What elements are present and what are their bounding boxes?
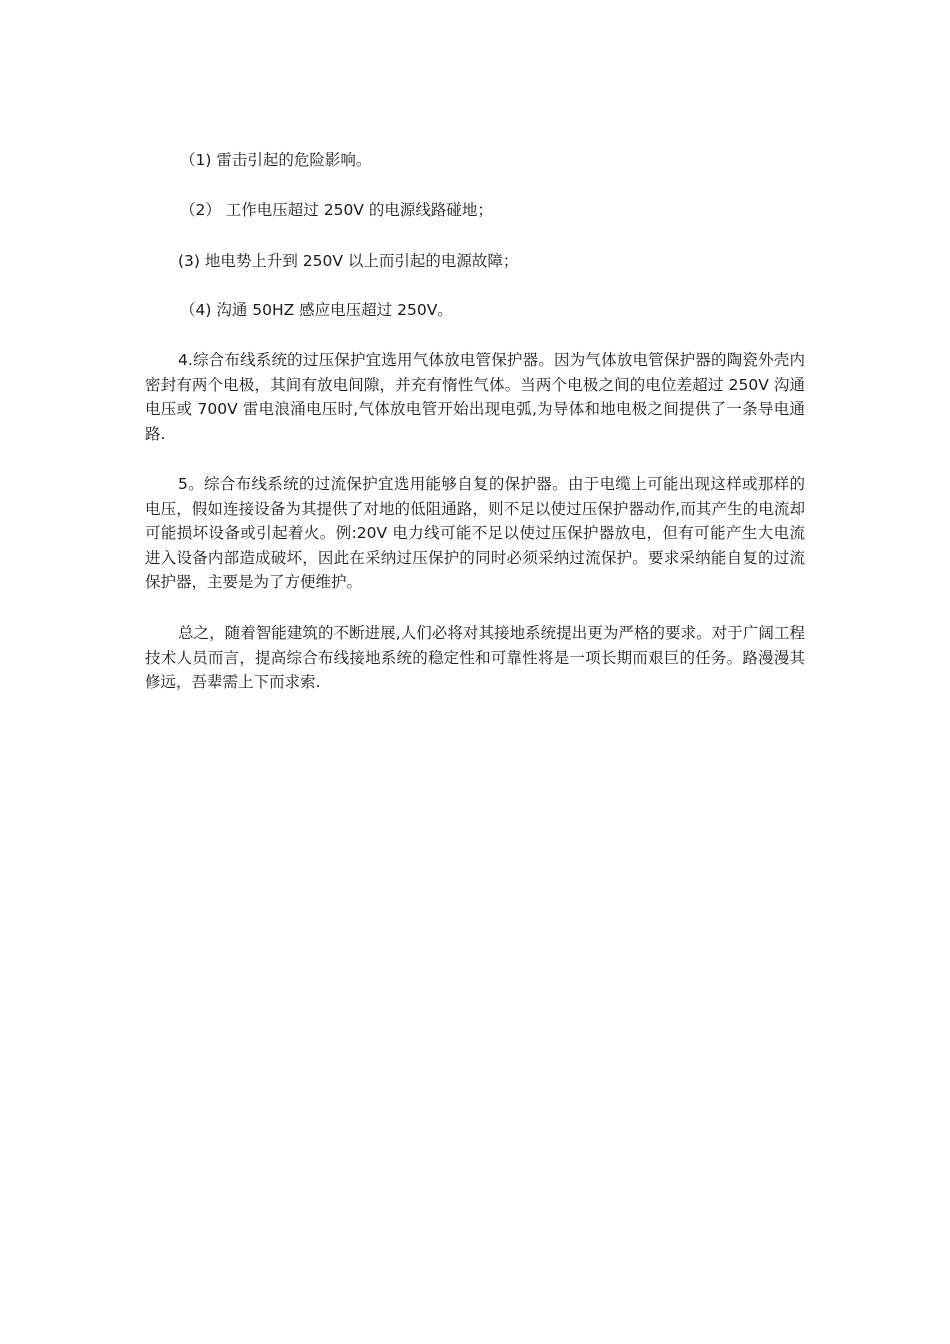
- list-item-2: （2） 工作电压超过 250V 的电源线路碰地；: [180, 201, 493, 219]
- list-item-3: (3) 地电势上升到 250V 以上而引起的电源故障；: [178, 252, 519, 270]
- list-item-4: （4) 沟通 50HZ 感应电压超过 250V。: [180, 301, 453, 319]
- paragraph-overcurrent-protection: 5。综合布线系统的过流保护宜选用能够自复的保护器。由于电缆上可能出现这样或那样的电压，假如连接设备为其提供了对地的低阻通路，则不足以使过压保护器动作,而其产生的电流却可能损坏设备或引起着火。例:20V 电力线可能不足以使过压保护器放电，但有可能产生大电流进入设备内部造成破坏，因此在采纳过压保护的同时必须采纳过流保护。要求采纳能自复的过流保护器，主要是为了方便维护。: [145, 475, 805, 591]
- list-item-1: （1) 雷击引起的危险影响。: [180, 151, 372, 169]
- paragraph-overvoltage-protection: 4.综合布线系统的过压保护宜选用气体放电管保护器。因为气体放电管保护器的陶瓷外壳内密封有两个电极，其间有放电间隙，并充有惰性气体。当两个电极之间的电位差超过 250V 沟通电压或 700V 雷电浪涌电压时,气体放电管开始出现电弧,为导体和地电极之间提供了一条导电通路.: [145, 351, 805, 443]
- paragraph-conclusion: 总之，随着智能建筑的不断进展,人们必将对其接地系统提出更为严格的要求。对于广阔工程技术人员而言，提高综合布线接地系统的稳定性和可靠性将是一项长期而艰巨的任务。路漫漫其修远，吾辈需上下而求索.: [145, 624, 805, 691]
